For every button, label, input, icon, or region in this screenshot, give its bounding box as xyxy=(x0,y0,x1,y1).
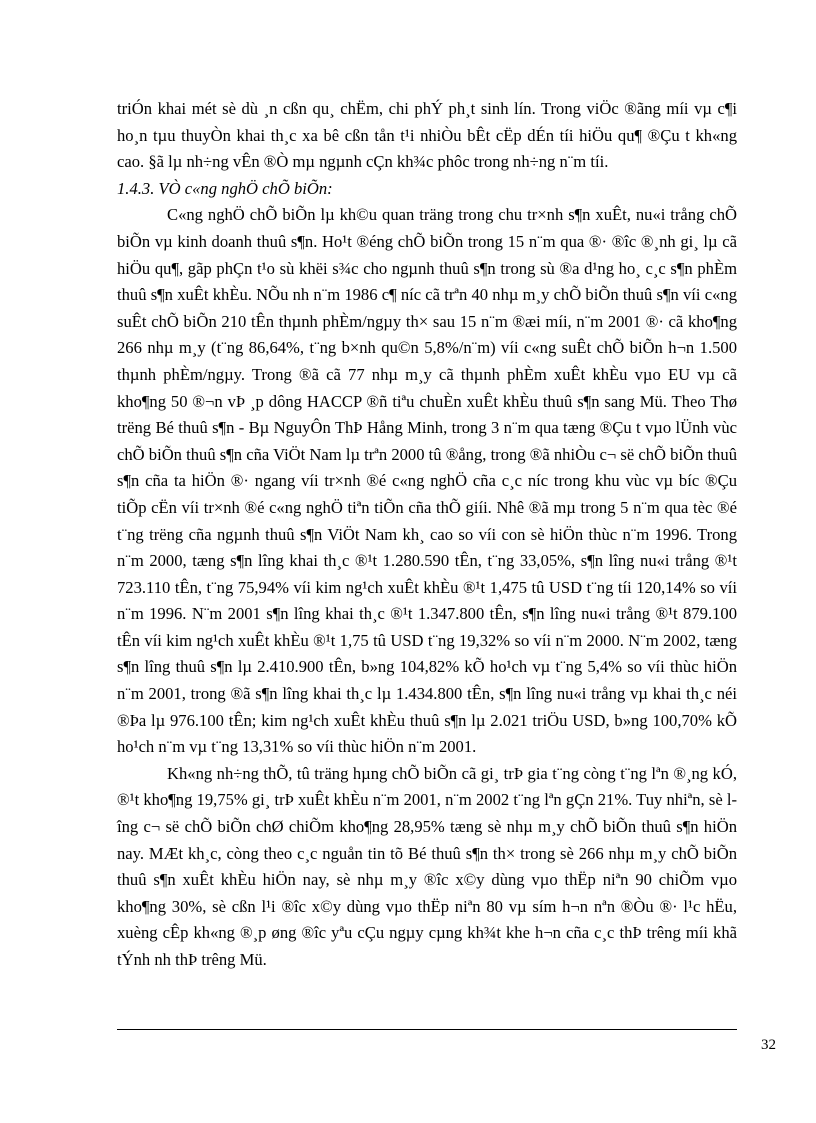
paragraph-value-added: Kh«ng nh÷ng thÕ, tû träng hµng chÕ biÕn cã gi¸ trÞ gia t¨ng còng t¨ng lªn ®¸ng kÓ, ®¹t kho¶ng 19,75% gi¸ trÞ xuÊt khÈu n¨m 2001, n¨m 2002 t¨ng lªn gÇn 21%. Tuy nhiªn, sè lîng c¬ së chÕ biÕn chØ chiÕm kho¶ng 28,95% tæng sè nhµ m¸y chÕ biÕn thuû s¶n hiÖn nay. MÆt kh¸c, còng theo c¸c nguån tin tõ Bé thuû s¶n th× trong sè 266 nhµ m¸y chÕ biÕn thuû s¶n xuÊt khÈu hiÖn nay, sè nhµ m¸y ®îc x©y dùng vµo thËp niªn 90 chiÕm vµo kho¶ng 30%, sè cßn l¹i ®îc x©y dùng vµo thËp niªn 80 vµ sím h¬n nªn ®Òu ®· l¹c hËu, xuèng cÊp kh«ng ®¸p øng ®îc yªu cÇu ngµy cµng kh¾t khe h¬n cña c¸c thÞ trêng míi khã tÝnh nh thÞ trêng Mü. xyxy=(117,763,737,969)
paragraph-processing-technology: C«ng nghÖ chÕ biÕn lµ kh©u quan träng trong chu tr×nh s¶n xuÊt, nu«i trång chÕ biÕn vµ kinh doanh thuû s¶n. Ho¹t ®éng chÕ biÕn trong 15 n¨m qua ®· ®îc ®¸nh gi¸ lµ cã hiÖu qu¶, gãp phÇn t¹o sù khëi s¾c cho ngµnh thuû s¶n trong sù ®a d¹ng ho¸ c¸c s¶n phÈm thuû s¶n xuÊt khÈu. NÕu nh n¨m 1986 c¶ níc cã trªn 40 nhµ m¸y chÕ biÕn thuû s¶n víi c«ng suÊt chÕ biÕn 210 tÊn thµnh phÈm/ngµy th× sau 15 n¨m ®æi míi, n¨m 2001 ®· cã kho¶ng 266 nhµ m¸y (t¨ng 86,64%, t¨ng b×nh qu©n 5,8%/n¨m) víi c«ng suÊt chÕ biÕn h¬n 1.500 thµnh phÈm/ngµy. Trong ®ã cã 77 nhµ m¸y cã thµnh phÈm xuÊt khÈu vµo EU vµ cã kho¶ng 50 ®¬n vÞ ¸p dông HACCP ®ñ tiªu chuÈn xuÊt khÈu thuû s¶n sang Mü. Theo Thø trëng Bé thuû s¶n - Bµ NguyÔn ThÞ Hång Minh, trong 3 n¨m qua tæng ®Çu t vµo lÜnh vùc chÕ biÕn thuû s¶n cña ViÖt Nam lµ trªn 2000 tû ®ång, trong ®ã nhiÒu c¬ së chÕ biÕn thuû s¶n cña ta hiÖn ®· ngang víi tr×nh ®é c«ng nghÖ cña c¸c níc trong khu vùc vµ bíc ®Çu tiÕp cËn víi tr×nh ®é c«ng nghÖ tiªn tiÕn cña thÕ giíi. Nhê ®ã mµ trong 5 n¨m qua tèc ®é t¨ng trëng cña ngµnh thuû s¶n ViÖt Nam kh¸ cao so víi con sè hiÖn thùc n¨m 1996. Trong n¨m 2000, tæng s¶n lîng khai th¸c ®¹t 1.280.590 tÊn, t¨ng 33,05%, s¶n lîng nu«i trång ®¹t 723.110 tÊn, t¨ng 75,94% víi kim ng¹ch xuÊt khÈu ®¹t 1,475 tû USD t¨ng tíi 120,14% so víi n¨m 1996. N¨m 2001 s¶n lîng khai th¸c ®¹t 1.347.800 tÊn, s¶n lîng nu«i trång ®¹t 879.100 tÊn víi kim ng¹ch xuÊt khÈu ®¹t 1,75 tû USD t¨ng 19,32% so víi n¨m 2000. N¨m 2002, tæng s¶n lîng thuû s¶n lµ 2.410.900 tÊn, b»ng 104,82% kÕ ho¹ch vµ t¨ng 5,4% so víi thùc hiÖn n¨m 2001, trong ®ã s¶n lîng khai th¸c lµ 1.434.800 tÊn, s¶n lîng nu«i trång vµ khai th¸c néi ®Þa lµ 976.100 tÊn; kim ng¹ch xuÊt khÈu thuû s¶n lµ 2.021 triÖu USD, b»ng 100,70% kÕ ho¹ch n¨m vµ t¨ng 13,31% so víi thùc hiÖn n¨m 2001. xyxy=(117,205,737,757)
paragraph-continuation: triÓn khai mét sè dù ¸n cßn qu¸ chËm, chi phÝ ph¸t sinh lín. Trong viÖc ®ãng míi vµ c¶i ho¸n tµu thuyÒn khai th¸c xa bê cßn tån t¹i nhiÒu bÊt cËp dÉn tíi hiÖu qu¶ ®Çu t kh«ng cao. §ã lµ nh÷ng vÊn ®Ò mµ ngµnh cÇn kh¾c phôc trong nh÷ng n¨m tíi. xyxy=(117,99,737,172)
document-body xyxy=(117,96,737,974)
footer-divider xyxy=(117,1029,737,1030)
page-number: 32 xyxy=(761,1037,776,1053)
section-heading: 1.4.3. VÒ c«ng nghÖ chÕ biÕn: xyxy=(117,178,333,198)
